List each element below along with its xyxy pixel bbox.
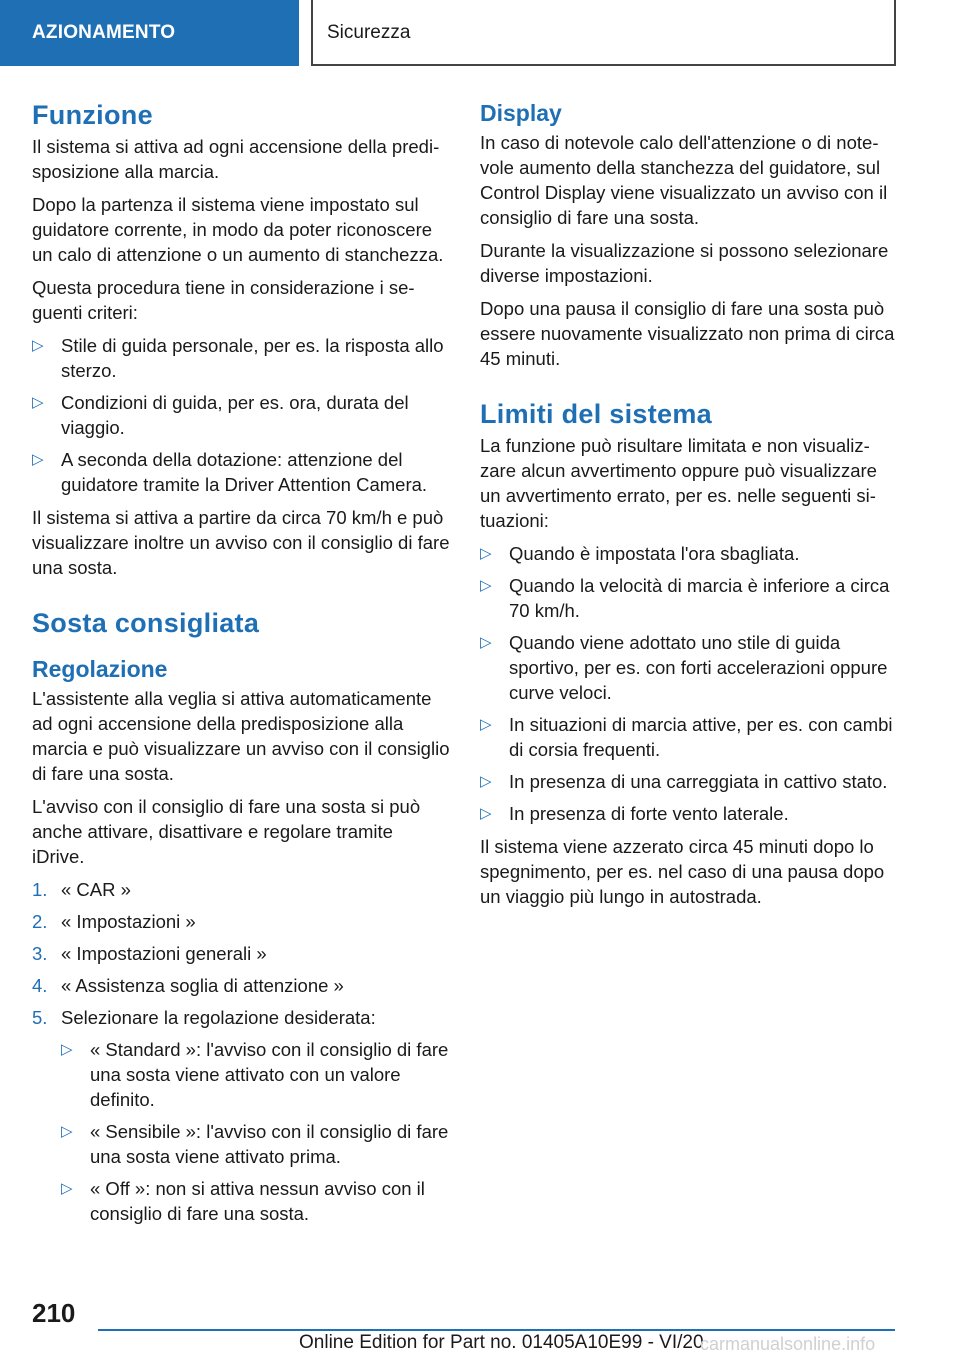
list-item: ▷ In presenza di forte vento laterale. xyxy=(480,803,789,824)
step-item: 4. « Assistenza soglia di attenzione » xyxy=(32,975,344,996)
triangle-bullet-icon: ▷ xyxy=(61,1180,73,1197)
steps-list xyxy=(32,877,450,1226)
heading-sosta-consigliata: Sosta consigliata xyxy=(32,608,260,638)
triangle-bullet-icon: ▷ xyxy=(32,394,44,411)
footer-divider xyxy=(98,1329,895,1331)
paragraph: L'avviso con il consiglio di fare una sosta si può anche attivare, disattivare e regolare tramite iDrive. xyxy=(32,796,421,867)
left-column xyxy=(32,98,450,1234)
triangle-bullet-icon: ▷ xyxy=(61,1123,73,1140)
paragraph: Il sistema si attiva ad ogni accensione della predisposizione alla marcia. xyxy=(32,136,440,182)
paragraph: Il sistema si attiva a partire da circa 70 km/h e può visualizzare inoltre un avviso con il consiglio di fare una sosta. xyxy=(32,507,450,578)
heading-limiti-del-sistema: Limiti del sistema xyxy=(480,399,712,429)
list-item: ▷ In situazioni di marcia attive, per es. con cambi di corsia frequenti. xyxy=(480,714,893,760)
step-item: 5. Selezionare la regolazione desiderata: ▷ « Standard »: l'avviso con il consiglio di fare una sosta viene attivato con un valore definito. ▷ « Sensibile »: l'avviso con il consiglio di fare una sosta viene attivato prima. ▷ « Off »: non si attiva nessun avviso con il consiglio di fare una sosta. xyxy=(32,1007,449,1224)
list-item: ▷ Quando viene adottato uno stile di guida sportivo, per es. con forti accelerazioni oppure curve veloci. xyxy=(480,632,888,703)
step-item: 1. « CAR » xyxy=(32,879,131,900)
limitations-list xyxy=(480,541,898,826)
heading-funzione: Funzione xyxy=(32,100,153,130)
paragraph: La funzione può risultare limitata e non visualizzare alcun avvertimento oppure può visualizzare un avvertimento errato, per es. nelle seguenti situazioni: xyxy=(480,435,877,531)
paragraph: Dopo una pausa il consiglio di fare una sosta può essere nuovamente visualizzato non prima di circa 45 minuti. xyxy=(480,298,895,369)
list-item: ▷ A seconda della dotazione: attenzione del guidatore tramite la Driver Attention Camera. xyxy=(32,449,428,495)
list-item: ▷ Quando è impostata l'ora sbagliata. xyxy=(480,543,800,564)
triangle-bullet-icon: ▷ xyxy=(480,545,492,562)
triangle-bullet-icon: ▷ xyxy=(32,337,44,354)
page-number: 210 xyxy=(32,1298,76,1328)
paragraph: Dopo la partenza il sistema viene impostato sul guidatore corrente, in modo da poter riconoscere un calo di attenzione o un aumento di stanchezza. xyxy=(32,194,444,265)
paragraph: Questa procedura tiene in considerazione i seguenti criteri: xyxy=(32,277,415,323)
triangle-bullet-icon: ▷ xyxy=(480,577,492,594)
list-item: ▷ In presenza di una carreggiata in cattivo stato. xyxy=(480,771,888,792)
list-item: ▷ Condizioni di guida, per es. ora, durata del viaggio. xyxy=(32,392,409,438)
paragraph: Durante la visualizzazione si possono selezionare diverse impostazioni. xyxy=(480,240,889,286)
edition-note: Online Edition for Part no. 01405A10E99 - VI/20 xyxy=(299,1332,704,1353)
triangle-bullet-icon: ▷ xyxy=(480,773,492,790)
paragraph: Il sistema viene azzerato circa 45 minuti dopo lo spegnimento, per es. nel caso di una pausa dopo un viaggio più lungo in autostrada. xyxy=(480,836,885,907)
options-list xyxy=(61,1037,450,1226)
step-item: 3. « Impostazioni generali » xyxy=(32,943,267,964)
paragraph: L'assistente alla veglia si attiva automaticamente ad ogni accensione della predisposizione alla marcia e può visualizzare un avviso con il consiglio di fare una sosta. xyxy=(32,688,450,784)
list-item: ▷ Stile di guida personale, per es. la risposta allo sterzo. xyxy=(32,335,444,381)
chapter-tab: Sicurezza xyxy=(311,0,896,66)
subheading-regolazione: Regolazione xyxy=(32,656,168,682)
list-item: ▷ Quando la velocità di marcia è inferiore a circa 70 km/h. xyxy=(480,575,890,621)
triangle-bullet-icon: ▷ xyxy=(61,1041,73,1058)
right-column xyxy=(480,98,898,917)
section-tab: AZIONAMENTO xyxy=(0,0,299,66)
triangle-bullet-icon: ▷ xyxy=(480,634,492,651)
list-item: ▷ « Off »: non si attiva nessun avviso con il consiglio di fare una sosta. xyxy=(61,1178,425,1224)
page-header xyxy=(0,0,960,66)
paragraph: In caso di notevole calo dell'attenzione o di notevole aumento della stanchezza del guidatore, sul Control Display viene visualizzato un avviso con il consiglio di fare una sosta. xyxy=(480,132,888,228)
subheading-display: Display xyxy=(480,100,562,126)
triangle-bullet-icon: ▷ xyxy=(32,451,44,468)
list-item: ▷ « Sensibile »: l'avviso con il consiglio di fare una sosta viene attivato prima. xyxy=(61,1121,449,1167)
list-item: ▷ « Standard »: l'avviso con il consiglio di fare una sosta viene attivato con un valore definito. xyxy=(61,1039,449,1110)
triangle-bullet-icon: ▷ xyxy=(480,805,492,822)
step-item: 2. « Impostazioni » xyxy=(32,911,196,932)
watermark: carmanualsonline.info xyxy=(700,1334,876,1354)
triangle-bullet-icon: ▷ xyxy=(480,716,492,733)
criteria-list xyxy=(32,333,450,497)
